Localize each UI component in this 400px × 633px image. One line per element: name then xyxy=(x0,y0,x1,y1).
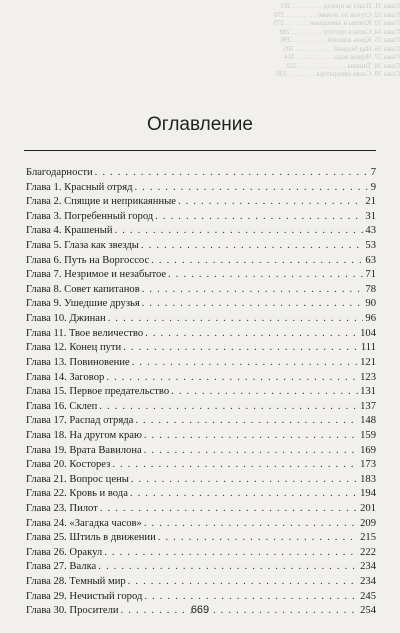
toc-entry-label: Глава 25. Штиль в движении xyxy=(26,532,156,544)
toc-entry-label: Глава 28. Темный мир xyxy=(26,576,126,588)
toc-entry-page: 123 xyxy=(360,371,376,383)
toc-entry-page: 43 xyxy=(365,225,376,237)
toc-entry xyxy=(26,268,376,283)
toc-entry-page: 78 xyxy=(365,283,376,295)
toc-entry-label: Глава 10. Джинан xyxy=(26,313,106,325)
toc-entry-label: Глава 13. Повиновение xyxy=(26,356,130,368)
dot-leader xyxy=(128,575,358,590)
toc-entry xyxy=(26,517,376,532)
toc-entry-label: Глава 30. Просители xyxy=(26,605,119,617)
toc-entry-label: Глава 20. Косторез xyxy=(26,459,111,471)
toc-entry xyxy=(26,487,376,502)
dot-leader xyxy=(144,444,358,459)
toc-entry xyxy=(26,414,376,429)
bleed-through-text: Глава 31. Плата за проезд . . . . . . . . . 261 Глава 32. Ступая по лезвию . . . . . . . . . 270 Глава 33. Клятвы и завещания . . . . . . . 279 Глава 34. Снова в пустоту . . . . . . . . . 288 Глава 35. Кровь королей . . . . . . . . . . 296 Глава 36. Над бездной . . . . . . . . . . . 305 Глава 37. Черная вода . . . . . . . . . . . 314 Глава 38. Тишина . . . . . . . . . . . . . . 322 Глава 39. Слово императора . . . . . . . . 330 xyxy=(273,2,400,78)
toc-entry-label: Глава 29. Нечистый город xyxy=(26,590,143,602)
toc-entry xyxy=(26,297,376,312)
dot-leader xyxy=(168,268,363,283)
dot-leader xyxy=(155,210,363,225)
toc-entry xyxy=(26,181,376,196)
toc-entry-page: 169 xyxy=(360,444,376,456)
toc-entry-page: 131 xyxy=(360,386,376,398)
toc-entry xyxy=(26,356,376,371)
toc-entry-page: 148 xyxy=(360,415,376,427)
toc-entry xyxy=(26,546,376,561)
dot-leader xyxy=(144,429,358,444)
toc-entry-page: 9 xyxy=(370,181,376,193)
toc-entry-label: Глава 26. Оракул xyxy=(26,546,103,558)
toc-entry-label: Глава 19. Врата Вавилона xyxy=(26,444,142,456)
dot-leader xyxy=(158,531,358,546)
toc-entry-label: Благодарности xyxy=(26,167,93,178)
toc-entry-page: 234 xyxy=(360,561,376,573)
toc-entry-label: Глава 22. Кровь и вода xyxy=(26,488,128,500)
toc-entry-page: 90 xyxy=(365,298,376,310)
toc-entry xyxy=(26,502,376,517)
toc-entry xyxy=(26,429,376,444)
toc-entry-label: Глава 27. Валка xyxy=(26,561,97,573)
title-rule xyxy=(24,150,376,151)
dot-leader xyxy=(106,371,358,386)
toc-entry xyxy=(26,239,376,254)
toc-entry xyxy=(26,560,376,575)
toc-entry-page: 159 xyxy=(360,429,376,441)
dot-leader xyxy=(98,560,358,575)
toc-entry xyxy=(26,371,376,386)
toc-entry-label: Глава 8. Совет капитанов xyxy=(26,283,140,295)
toc-entry xyxy=(26,444,376,459)
dot-leader xyxy=(108,312,364,327)
toc-entry-page: 173 xyxy=(360,459,376,471)
toc-entry-page: 96 xyxy=(365,313,376,325)
dot-leader xyxy=(99,400,358,415)
toc-entry-label: Глава 12. Конец пути xyxy=(26,342,122,354)
dot-leader xyxy=(130,487,358,502)
toc-entry-label: Глава 21. Вопрос цены xyxy=(26,473,129,485)
dot-leader xyxy=(142,283,364,298)
dot-leader xyxy=(142,297,364,312)
toc-entry-label: Глава 17. Распад отряда xyxy=(26,415,134,427)
toc-entry xyxy=(26,254,376,269)
dot-leader xyxy=(112,458,358,473)
dot-leader xyxy=(141,239,363,254)
dot-leader xyxy=(100,502,358,517)
toc-entry-page: 222 xyxy=(360,546,376,558)
toc-entry-page: 63 xyxy=(365,254,376,266)
toc-entry-label: Глава 23. Пилот xyxy=(26,503,98,515)
dot-leader xyxy=(104,546,358,561)
toc-entry xyxy=(26,312,376,327)
toc-entry-page: 21 xyxy=(365,196,376,208)
toc-entry-label: Глава 2. Спящие и неприкаянные xyxy=(26,196,176,208)
toc-entry-label: Глава 3. Погребенный город xyxy=(26,210,154,222)
toc-entry xyxy=(26,531,376,546)
page-title: Оглавление xyxy=(147,114,253,135)
toc-entry-label: Глава 4. Крашеный xyxy=(26,225,113,237)
toc-entry xyxy=(26,458,376,473)
toc-entry-label: Глава 9. Ушедшие друзья xyxy=(26,298,140,310)
dot-leader xyxy=(134,181,368,196)
dot-leader xyxy=(144,517,358,532)
toc-entry xyxy=(26,385,376,400)
toc-entry-page: 234 xyxy=(360,576,376,588)
toc-entry-page: 137 xyxy=(360,400,376,412)
toc-entry-label: Глава 6. Путь на Воргоссос xyxy=(26,254,150,266)
toc-entry-page: 254 xyxy=(360,605,376,617)
toc-entry xyxy=(26,400,376,415)
dot-leader xyxy=(131,473,358,488)
toc-entry-label: Глава 7. Незримое и незабытое xyxy=(26,269,167,281)
toc-entry xyxy=(26,341,376,356)
toc-entry xyxy=(26,195,376,210)
toc-entry-page: 111 xyxy=(360,342,376,354)
page-number: 669 xyxy=(190,604,210,616)
toc-entry-page: 245 xyxy=(360,590,376,602)
toc-entry-page: 194 xyxy=(360,488,376,500)
toc-entry xyxy=(26,210,376,225)
toc-entry xyxy=(26,224,376,239)
toc-entry-page: 215 xyxy=(360,532,376,544)
toc-entry-label: Глава 16. Склеп xyxy=(26,400,98,412)
toc-entry-page: 201 xyxy=(360,503,376,515)
toc-entry-page: 7 xyxy=(370,167,376,178)
toc-entry-label: Глава 15. Первое предательство xyxy=(26,386,170,398)
dot-leader xyxy=(123,341,359,356)
dot-leader xyxy=(178,195,363,210)
toc-entry-page: 53 xyxy=(365,240,376,252)
toc-entry-label: Глава 5. Глаза как звезды xyxy=(26,240,139,252)
toc-entry xyxy=(26,327,376,342)
toc-entry xyxy=(26,283,376,298)
dot-leader xyxy=(95,166,369,181)
dot-leader xyxy=(145,327,358,342)
toc-entry-page: 121 xyxy=(360,356,376,368)
toc-list xyxy=(26,166,376,619)
toc-entry-page: 104 xyxy=(360,327,376,339)
toc-entry-label: Глава 1. Красный отряд xyxy=(26,181,133,193)
toc-entry-page: 31 xyxy=(365,210,376,222)
toc-entry-page: 209 xyxy=(360,517,376,529)
toc-entry-label: Глава 14. Заговор xyxy=(26,371,105,383)
toc-entry xyxy=(26,575,376,590)
dot-leader xyxy=(135,414,358,429)
toc-entry-page: 183 xyxy=(360,473,376,485)
dot-leader xyxy=(171,385,358,400)
dot-leader xyxy=(144,590,358,605)
toc-entry xyxy=(26,590,376,605)
toc-entry-label: Глава 11. Твое величество xyxy=(26,327,144,339)
toc-entry xyxy=(26,166,376,181)
dot-leader xyxy=(151,254,363,269)
toc-entry-page: 71 xyxy=(365,269,376,281)
toc-entry-label: Глава 24. «Загадка часов» xyxy=(26,517,142,529)
dot-leader xyxy=(132,356,358,371)
toc-entry-label: Глава 18. На другом краю xyxy=(26,429,142,441)
dot-leader xyxy=(115,224,364,239)
toc-entry xyxy=(26,473,376,488)
